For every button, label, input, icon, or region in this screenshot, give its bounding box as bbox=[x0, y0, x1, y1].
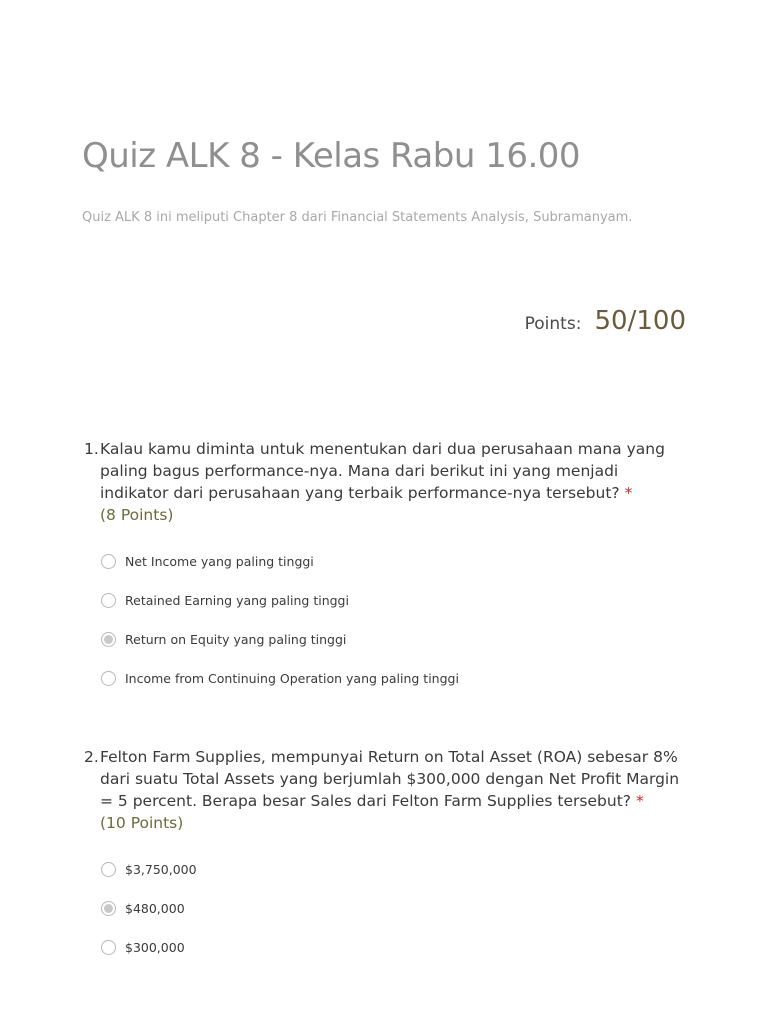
question-header bbox=[84, 746, 684, 834]
question-text: Kalau kamu diminta untuk menentukan dari dua perusahaan mana yang paling bagus performance-nya. Mana dari berikut ini yang menjadi indikator dari perusahaan yang terbaik performance-nya tersebut? bbox=[100, 440, 665, 502]
option-item[interactable] bbox=[101, 542, 684, 581]
option-label[interactable]: Retained Earning yang paling tinggi bbox=[125, 593, 349, 608]
option-item[interactable] bbox=[101, 889, 684, 928]
option-group bbox=[84, 542, 684, 698]
option-item[interactable] bbox=[101, 620, 684, 659]
option-item[interactable] bbox=[101, 850, 684, 889]
radio-button[interactable] bbox=[101, 901, 116, 916]
option-label[interactable]: Income from Continuing Operation yang paling tinggi bbox=[125, 671, 459, 686]
option-group bbox=[84, 850, 684, 967]
question-points: (8 Points) bbox=[100, 506, 174, 524]
option-label[interactable]: $3,750,000 bbox=[125, 862, 197, 877]
option-item[interactable] bbox=[101, 659, 684, 698]
option-item[interactable] bbox=[101, 581, 684, 620]
radio-button[interactable] bbox=[101, 671, 116, 686]
question-number: 1. bbox=[84, 440, 99, 458]
required-marker: * bbox=[624, 484, 633, 502]
points-summary bbox=[525, 306, 686, 336]
radio-dot bbox=[104, 904, 113, 913]
required-marker: * bbox=[635, 792, 644, 810]
quiz-title: Quiz ALK 8 - Kelas Rabu 16.00 bbox=[82, 136, 581, 176]
radio-dot bbox=[104, 635, 113, 644]
radio-button[interactable] bbox=[101, 554, 116, 569]
quiz-description: Quiz ALK 8 ini meliputi Chapter 8 dari Financial Statements Analysis, Subramanyam. bbox=[82, 210, 633, 225]
option-label[interactable]: $300,000 bbox=[125, 940, 185, 955]
radio-button[interactable] bbox=[101, 593, 116, 608]
question-text-block bbox=[100, 438, 684, 526]
points-label: Points: bbox=[524, 314, 582, 334]
question-text: Felton Farm Supplies, mempunyai Return on Total Asset (ROA) sebesar 8% dari suatu Total Assets yang berjumlah $300,000 dengan Net Profit Margin = 5 percent. Berapa besar Sales dari Felton Farm Supplies tersebut? bbox=[100, 748, 680, 810]
radio-button[interactable] bbox=[101, 632, 116, 647]
option-label[interactable]: $480,000 bbox=[125, 901, 185, 916]
question-text-block bbox=[100, 746, 684, 834]
question-points: (10 Points) bbox=[100, 814, 184, 832]
radio-button[interactable] bbox=[101, 940, 116, 955]
radio-button[interactable] bbox=[101, 862, 116, 877]
option-item[interactable] bbox=[101, 928, 684, 967]
points-value: 50/100 bbox=[594, 306, 686, 336]
question-1 bbox=[84, 438, 684, 698]
question-2 bbox=[84, 746, 684, 967]
question-header bbox=[84, 438, 684, 526]
question-number: 2. bbox=[84, 748, 99, 766]
option-label[interactable]: Net Income yang paling tinggi bbox=[125, 554, 314, 569]
option-label[interactable]: Return on Equity yang paling tinggi bbox=[125, 632, 347, 647]
